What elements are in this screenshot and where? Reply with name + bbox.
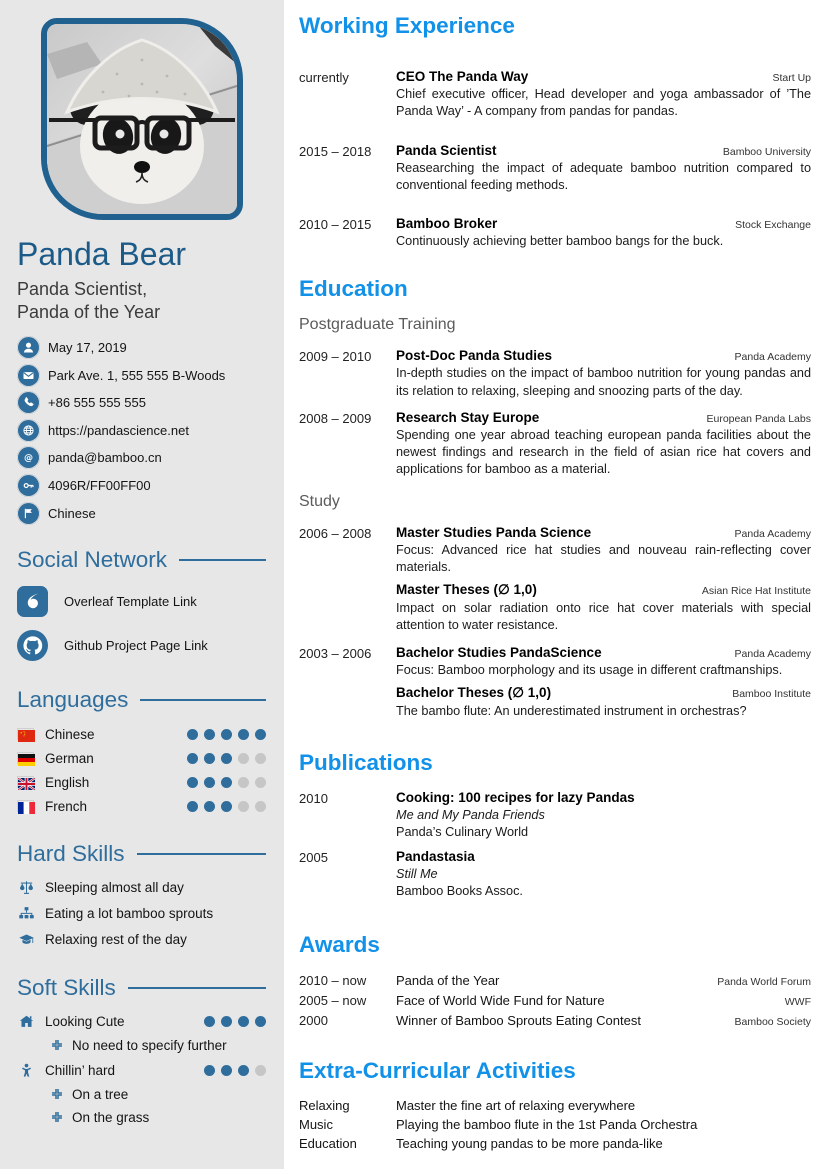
entry-title: Panda Scientist (396, 142, 497, 158)
activity-label: Relaxing (299, 1098, 350, 1114)
rating-dots (198, 1065, 266, 1076)
entry-title: Research Stay Europe (396, 409, 540, 425)
email-link[interactable]: panda@bamboo.cn (48, 450, 162, 466)
soft-skill-sub-label: On a tree (72, 1086, 129, 1102)
social-network-heading (17, 547, 266, 573)
thesis-organization: Bamboo Institute (732, 687, 811, 700)
phone-icon (17, 391, 40, 414)
award-date: 2000 (299, 1013, 328, 1029)
entry-title: CEO The Panda Way (396, 69, 529, 84)
subsection-study: Study (299, 492, 340, 510)
hard-skill-label: Relaxing rest of the day (45, 931, 187, 947)
compress-arrows-icon (50, 1038, 64, 1052)
activity-text: Master the fine art of relaxing everywhere (396, 1098, 636, 1114)
heading-rule (137, 853, 266, 855)
award-title: Face of World Wide Fund for Nature (396, 993, 605, 1009)
heading-rule (179, 559, 266, 561)
education-title: Education (299, 276, 408, 302)
award-date: 2005 – now (299, 993, 367, 1009)
tagline-line-1: Panda Scientist, (17, 279, 148, 299)
uk-flag-icon (17, 776, 34, 788)
soft-skill-sub-row (17, 1087, 266, 1102)
thesis-title: Bachelor Theses (∅ 1,0) (396, 684, 552, 700)
education-entry (299, 525, 811, 635)
soft-skill-sub-row (17, 1110, 266, 1125)
section-awards (299, 932, 811, 1028)
sitemap-icon (17, 905, 36, 922)
home-icon (17, 1013, 36, 1030)
entry-description: Reasearching the impact of adequate bamboo nutrition compared to conventional feeding methods. (396, 160, 811, 192)
person-icon (17, 336, 40, 359)
activity-label: Music (299, 1117, 333, 1133)
envelope-icon (17, 364, 40, 387)
social-row-github[interactable] (17, 630, 266, 661)
contact-row-pgp-key (17, 474, 266, 497)
extra-row (299, 1098, 811, 1113)
entry-title: Post-Doc Panda Studies (396, 348, 553, 364)
contact-row-email (17, 446, 266, 469)
entry-date: 2005 (299, 850, 328, 866)
contact-text: May 17, 2019 (48, 340, 127, 355)
overleaf-link[interactable]: Overleaf Template Link (64, 593, 197, 609)
publication-title: Pandastasia (396, 849, 475, 865)
language-label: Chinese (45, 726, 95, 742)
award-row (299, 992, 811, 1008)
rating-dots (181, 777, 266, 788)
entry-body (396, 790, 811, 839)
language-label: German (45, 750, 94, 766)
thesis-organization: Asian Rice Hat Institute (701, 585, 811, 598)
contact-text: +86 555 555 555 (48, 395, 146, 411)
extra-curricular-list (299, 1098, 811, 1151)
entry-body (396, 143, 811, 195)
graduation-cap-icon (17, 931, 36, 948)
awards-title: Awards (299, 932, 380, 958)
china-flag-icon (17, 728, 34, 740)
github-link[interactable]: Github Project Page Link (64, 637, 208, 653)
education-entry (299, 410, 811, 479)
hard-skill-row (17, 905, 266, 922)
section-extra-curricular (299, 1058, 811, 1151)
main-column (284, 0, 827, 1169)
hard-skill-label: Eating a lot bamboo sprouts (45, 905, 214, 921)
entry-organization: Bamboo University (722, 145, 811, 158)
award-title: Panda of the Year (396, 973, 500, 989)
soft-skill-sub-label: No need to specify further (72, 1037, 227, 1053)
entry-date: 2003 – 2006 (299, 645, 372, 661)
publication-authors: Me and My Panda Friends (396, 808, 545, 823)
entry-organization: Start Up (772, 72, 811, 84)
contact-text: Chinese (48, 505, 96, 521)
profile-photo (41, 18, 243, 220)
publications-title: Publications (299, 750, 433, 776)
working-experience-title: Working Experience (299, 13, 515, 38)
entry-date: 2015 – 2018 (299, 143, 372, 159)
soft-skill-sub-row (17, 1038, 266, 1053)
entry-date: 2006 – 2008 (299, 525, 372, 541)
heading-rule (128, 987, 266, 989)
entry-organization: European Panda Labs (706, 412, 811, 425)
globe-icon (17, 419, 40, 442)
flag-icon (17, 502, 40, 525)
education-entry (299, 645, 811, 721)
entry-organization: Panda Academy (734, 351, 811, 364)
award-organization: Panda World Forum (717, 976, 811, 989)
entry-body (396, 849, 811, 898)
contact-text: 4096R/FF00FF00 (48, 477, 151, 493)
github-icon (17, 630, 48, 661)
entry-date: 2010 – 2015 (299, 217, 372, 233)
thesis-description: Impact on solar radiation onto rice hat cover materials with special attention to water resistance. (396, 601, 811, 633)
soft-skill-label: Chillin’ hard (45, 1062, 116, 1078)
compress-arrows-icon (50, 1110, 64, 1124)
publication-publisher: Bamboo Books Assoc. (396, 884, 523, 899)
entry-body (396, 348, 811, 400)
language-label: French (45, 798, 88, 814)
languages-list (17, 727, 266, 814)
award-date: 2010 – now (299, 973, 367, 989)
entry-description: In-depth studies on the impact of bamboo nutrition for young pandas and its relation to relaxing, sleeping and snoozing parts of the day. (396, 366, 811, 398)
entry-organization: Stock Exchange (735, 219, 811, 232)
contact-list (17, 336, 266, 525)
rating-dots (198, 1016, 266, 1027)
tagline-line-2: Panda of the Year (17, 301, 161, 322)
activity-text: Teaching young pandas to be more panda-like (396, 1136, 663, 1152)
entry-body (396, 645, 811, 721)
section-title: Hard Skills (17, 840, 125, 866)
contact-row-website (17, 419, 266, 442)
award-row (299, 972, 811, 988)
social-row-overleaf[interactable] (17, 586, 266, 617)
contact-row-nationality (17, 502, 266, 525)
rating-dots (181, 729, 266, 740)
svg-text:@: @ (23, 453, 34, 464)
tagline (17, 278, 266, 323)
rating-dots (181, 753, 266, 764)
entry-description: Focus: Bamboo morphology and its usage in different craftmanships. (396, 662, 783, 677)
section-publications (299, 750, 811, 898)
entry-description: Chief executive officer, Head developer and yoga ambassador of ’The Panda Way’ - A company from pandas for pandas. (396, 87, 811, 119)
activity-label: Education (299, 1136, 357, 1152)
soft-skills-heading (17, 975, 266, 1001)
compress-arrows-icon (50, 1087, 64, 1101)
heading-rule (140, 699, 266, 701)
entry-organization: Panda Academy (734, 527, 811, 540)
germany-flag-icon (17, 752, 34, 764)
language-row-german (17, 751, 266, 766)
contact-row-birthday (17, 336, 266, 359)
experience-entry (299, 143, 811, 195)
extra-row (299, 1136, 811, 1151)
entry-title: Bachelor Studies PandaScience (396, 644, 602, 660)
key-icon (17, 474, 40, 497)
soft-skill-label: Looking Cute (45, 1013, 125, 1029)
entry-date: 2009 – 2010 (299, 349, 372, 365)
experience-entry (299, 216, 811, 250)
thesis-block (396, 582, 811, 635)
france-flag-icon (17, 800, 34, 812)
soft-skill-sub-label: On the grass (72, 1109, 150, 1125)
hard-skills-heading (17, 841, 266, 867)
experience-entry (299, 69, 811, 121)
person-name: Panda Bear (17, 236, 187, 272)
balance-scale-icon (17, 879, 36, 896)
thesis-description: The bambo flute: An underestimated instrument in orchestras? (396, 703, 747, 718)
entry-body (396, 525, 811, 635)
publication-entry (299, 849, 811, 898)
award-organization: WWF (784, 996, 811, 1009)
language-row-chinese (17, 727, 266, 742)
entry-title: Master Studies Panda Science (396, 524, 592, 540)
award-row (299, 1012, 811, 1028)
at-icon (17, 446, 40, 469)
entry-description: Focus: Advanced rice hat studies and nouveau rain-reflecting cover materials. (396, 542, 811, 574)
soft-skill-row (17, 1062, 266, 1079)
entry-body (396, 216, 811, 250)
entry-title: Bamboo Broker (396, 216, 498, 232)
rating-dots (181, 801, 266, 812)
award-title: Winner of Bamboo Sprouts Eating Contest (396, 1013, 641, 1029)
hard-skill-label: Sleeping almost all day (45, 879, 184, 895)
entry-date: currently (299, 70, 349, 85)
thesis-title: Master Theses (∅ 1,0) (396, 582, 537, 598)
entry-description: Spending one year abroad teaching european panda facilities about the newest findings and research in the field of asian rice hat covers and applications for bamboo as a material. (396, 427, 811, 477)
section-title: Soft Skills (17, 974, 116, 1000)
entry-body (396, 69, 811, 121)
education-entry (299, 348, 811, 400)
hard-skill-row (17, 879, 266, 896)
section-education (299, 276, 811, 720)
thesis-block (396, 685, 811, 720)
activity-text: Playing the bamboo flute in the 1st Panda Orchestra (396, 1117, 698, 1133)
contact-row-phone (17, 391, 266, 414)
contact-text: Park Ave. 1, 555 555 B-Woods (48, 367, 226, 383)
extra-curricular-title: Extra-Curricular Activities (299, 1058, 576, 1084)
overleaf-icon (17, 586, 48, 617)
language-row-english (17, 775, 266, 790)
section-title: Languages (17, 686, 129, 712)
contact-row-address (17, 364, 266, 387)
entry-description: Continuously achieving better bamboo bangs for the buck. (396, 234, 724, 249)
section-working-experience (299, 13, 811, 250)
language-row-french (17, 799, 266, 814)
soft-skill-row (17, 1013, 266, 1030)
section-title: Social Network (17, 546, 168, 572)
soft-skills-list (17, 1013, 266, 1125)
language-label: English (45, 774, 90, 790)
website-link[interactable]: https://pandascience.net (48, 422, 189, 438)
award-organization: Bamboo Society (734, 1016, 811, 1029)
child-icon (17, 1062, 36, 1079)
subsection-postgraduate-training: Postgraduate Training (299, 316, 456, 334)
languages-heading (17, 687, 266, 713)
hard-skills-list (17, 879, 266, 948)
entry-body (396, 410, 811, 479)
publication-publisher: Panda’s Culinary World (396, 825, 529, 840)
hard-skill-row (17, 931, 266, 948)
publication-entry (299, 790, 811, 839)
entry-organization: Panda Academy (734, 647, 811, 660)
awards-list (299, 972, 811, 1028)
sidebar (0, 0, 284, 1169)
entry-date: 2010 (299, 791, 328, 807)
publication-title: Cooking: 100 recipes for lazy Pandas (396, 790, 635, 806)
entry-date: 2008 – 2009 (299, 410, 372, 426)
extra-row (299, 1117, 811, 1132)
publication-authors: Still Me (396, 867, 438, 882)
